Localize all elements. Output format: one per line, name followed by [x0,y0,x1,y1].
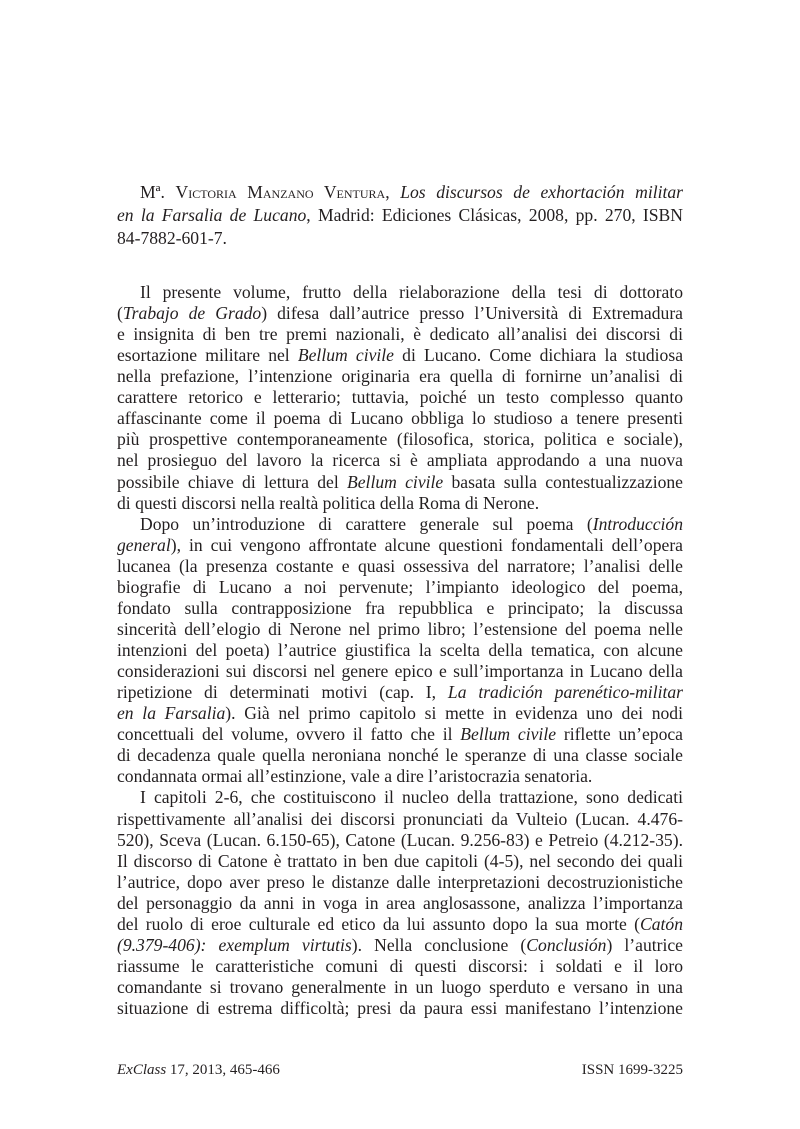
paragraph-1-line [117,303,683,324]
text-run: affascinante come il poema di Lucano obbliga lo studioso a tenere presenti [117,408,683,429]
journal-name: ExClass [117,1062,167,1078]
paragraph-1-line [117,450,683,471]
paragraph-2-line [117,640,683,661]
text-run: del ruolo di eroe culturale ed etico da lui assunto dopo la sua morte ( [117,913,640,934]
bibliographic-heading-line [117,205,683,226]
paragraph-3-line [117,851,683,872]
paragraph-1-line [117,408,683,429]
paragraph-2-line [117,766,683,787]
paragraph-3-line [117,893,683,914]
text-run: ) l’autrice [606,934,683,955]
italic-text: Conclusión [526,934,607,955]
text-run: lucanea (la presenza costante e quasi ossessiva del narratore; l’analisi delle [117,555,683,576]
text-run: 84-7882-601-7. [117,228,227,248]
text-run: comandante si trovano generalmente in un luogo sperduto e versano in una [117,976,683,997]
text-run: nella prefazione, l’intenzione originaria era quella di fornirne un’analisi di [117,366,683,387]
text-run: ). Nella conclusione ( [351,934,527,955]
text-run: più prospettive contemporaneamente (filosofica, storica, politica e sociale), [117,429,683,450]
bibliographic-heading-line [140,182,683,203]
italic-text: Trabajo de Grado [122,303,262,324]
text-run: fondato sulla contrapposizione fra repubblica e principato; la discussa [117,597,683,618]
text-run: nel prosieguo del lavoro la ricerca si è ampliata approdando a una nuova [117,450,683,471]
paragraph-2-line [117,745,683,766]
bibliographic-heading-line [117,228,683,249]
footer-citation [117,1059,280,1081]
paragraph-3-line [117,935,683,956]
text-run: riflette un’epoca [556,724,683,745]
text-run: ripetizione di determinati motivi (cap. I, [117,682,448,703]
text-run: , [385,182,401,202]
text-run: Dopo un’introduzione di carattere generale sul poema ( [140,513,593,534]
text-run: esortazione militare nel [117,345,298,366]
text-run: possibile chiave di lettura del [117,471,347,492]
paragraph-3-line [117,914,683,935]
italic-text: La tradición parenético-militar [447,682,684,703]
text-run: Il presente volume, frutto della rielaborazione della tesi di dottorato [140,282,683,302]
italic-text: Bellum civile [347,471,444,492]
text-run: riassume le caratteristiche comuni di questi discorsi: i soldati e il loro [117,955,683,976]
text-run: considerazioni sui discorsi nel genere epico e sull’importanza in Lucano della [117,661,683,682]
italic-text: Introducción [592,513,683,534]
paragraph-1-line [117,345,683,366]
paragraph-3-line [117,998,683,1019]
text-run: 520), Sceva (Lucan. 6.150-65), Catone (Lucan. 9.256-83) e Petreio (4.212-35). [117,829,683,850]
text-run: , Madrid: Ediciones Clásicas, 2008, pp. 270, ISBN [306,205,683,225]
italic-text: (9.379-406): exemplum virtutis [117,934,352,955]
paragraph-3-line [117,809,683,830]
text-run: Il discorso di Catone è trattato in ben due capitoli (4-5), nel secondo dei quali [117,850,683,871]
italic-text: Los discursos de exhortación militar [400,182,684,202]
text-run: situazione di estrema difficoltà; presi da paura essi manifestano l’intenzione [117,998,683,1019]
paragraph-2-line [140,514,683,535]
italic-text: en la Farsalia [117,703,226,724]
text-run: basata sulla contestualizzazione [443,471,683,492]
paragraph-2-line [117,535,683,556]
paragraph-2-line [117,577,683,598]
paragraph-2-line [117,682,683,703]
paragraph-2-line [117,703,683,724]
paragraph-1-line [117,472,683,493]
text-run: condannata ormai all’estinzione, vale a dire l’aristocrazia senatoria. [117,766,593,787]
paragraph-3-line [140,787,683,808]
text-run: ) difesa dall’autrice presso l’Università di Extremadura [261,303,683,324]
text-run: di decadenza quale quella neroniana nonché le speranze di una classe sociale [117,745,683,766]
paragraph-2-line [117,556,683,577]
paragraph-2-line [117,724,683,745]
text-run: di Lucano. Come dichiara la studiosa [394,345,684,366]
paragraph-2-line [117,661,683,682]
text-run: ( [117,303,123,324]
author-name: Victoria Manzano Ventura [175,182,386,202]
paragraph-2-line [117,598,683,619]
paragraph-2-line [117,619,683,640]
paragraph-1-line [117,429,683,450]
text-run: rispettivamente all’analisi dei discorsi pronunciati da Vulteio (Lucan. 4.476- [117,808,683,829]
text-run: di questi discorsi nella realtà politica della Roma di Nerone. [117,492,540,513]
text-run: e insignita di ben tre premi nazionali, è dedicato all’analisi dei discorsi di [117,324,683,345]
text-run: del personaggio da anni in voga in area anglosassone, analizza l’importanza [117,892,683,913]
volume-pages: 17, 2013, 465-466 [166,1062,280,1078]
text-run: l’autrice, dopo aver preso le distanze dalle interpretazioni decostruzionistiche [117,871,683,892]
italic-text: Catón [639,913,683,934]
italic-text: en la Farsalia de Lucano [117,205,307,225]
text-run: biografie di Lucano a noi pervenute; l’impianto ideologico del poema, [117,576,683,597]
footer-issn: ISSN 1699-3225 [581,1062,683,1078]
paragraph-1-line [140,282,683,303]
text-run: I capitoli 2-6, che costituiscono il nucleo della trattazione, sono dedicati [140,787,683,808]
text-run: Mª. [140,182,176,202]
text-run: intenzioni del poeta) l’autrice giustifica la scelta della tematica, con alcune [117,640,683,661]
italic-text: general [117,534,171,555]
paragraph-3-line [117,956,683,977]
italic-text: Bellum civile [460,724,557,745]
italic-text: Bellum civile [297,345,394,366]
paragraph-1-line [117,493,683,514]
paragraph-1-line [117,324,683,345]
paragraph-1-line [117,387,683,408]
paragraph-3-line [117,872,683,893]
text-run: sincerità dell’elogio di Nerone nel primo libro; l’estensione del poema nelle [117,618,683,639]
paragraph-3-line [117,830,683,851]
text-run: concettuali del volume, ovvero il fatto che il [117,724,461,745]
text-run: ), in cui vengono affrontate alcune questioni fondamentali dell’opera [170,534,683,555]
paragraph-1-line [117,366,683,387]
text-run: carattere retorico e letterario; tuttavia, poiché un testo complesso quanto [117,387,683,408]
text-run: ). Già nel primo capitolo si mette in evidenza uno dei nodi [225,703,683,724]
paragraph-3-line [117,977,683,998]
